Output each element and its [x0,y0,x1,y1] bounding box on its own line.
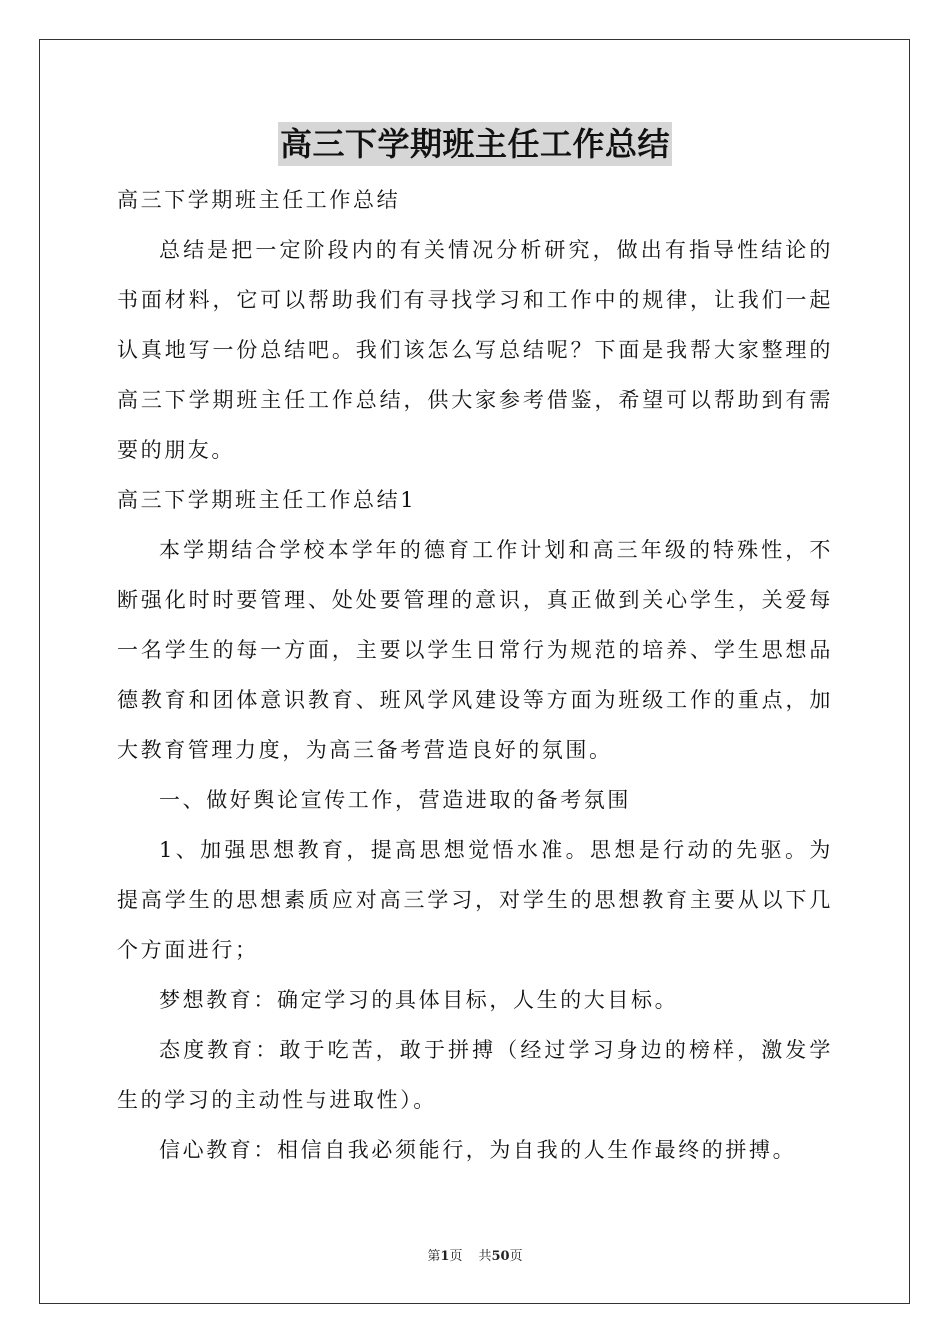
paragraph: 本学期结合学校本学年的德育工作计划和高三年级的特殊性，不断强化时时要管理、处处要管理的意识，真正做到关心学生，关爱每一名学生的每一方面，主要以学生日常行为规范的培养、学生思想品德教育和团体意识教育、班风学风建设等方面为班级工作的重点，加大教育管理力度，为高三备考营造良好的氛围。 [117,538,833,762]
paragraph: 信心教育：相信自我必须能行，为自我的人生作最终的拼搏。 [159,1138,797,1162]
title-container [0,122,950,166]
page-suffix: 页 [449,1249,463,1264]
paragraph: 1、加强思想教育，提高思想觉悟水准。思想是行动的先驱。为提高学生的思想素质应对高三学习，对学生的思想教育主要从以下几个方面进行； [117,838,833,962]
document-body [117,175,833,1175]
paragraph: 梦想教育：确定学习的具体目标，人生的大目标。 [159,988,679,1012]
total-suffix: 页 [509,1249,523,1264]
paragraph: 高三下学期班主任工作总结 [117,188,401,212]
total-pages: 50 [491,1249,510,1264]
paragraph: 总结是把一定阶段内的有关情况分析研究，做出有指导性结论的书面材料，它可以帮助我们有寻找学习和工作中的规律，让我们一起认真地写一份总结吧。我们该怎么写总结呢？下面是我帮大家整理的高三下学期班主任工作总结，供大家参考借鉴，希望可以帮助到有需要的朋友。 [117,238,833,462]
page-prefix: 第 [427,1249,441,1264]
page-number: 1 [440,1249,450,1264]
paragraph: 一、做好舆论宣传工作，营造进取的备考氛围 [159,788,631,812]
total-prefix: 共 [478,1249,492,1264]
document-title: 高三下学期班主任工作总结 [278,122,672,166]
page-footer [0,1248,950,1266]
paragraph: 高三下学期班主任工作总结1 [117,488,417,512]
paragraph: 态度教育：敢于吃苦，敢于拼搏（经过学习身边的榜样，激发学生的学习的主动性与进取性）。 [117,1038,833,1112]
